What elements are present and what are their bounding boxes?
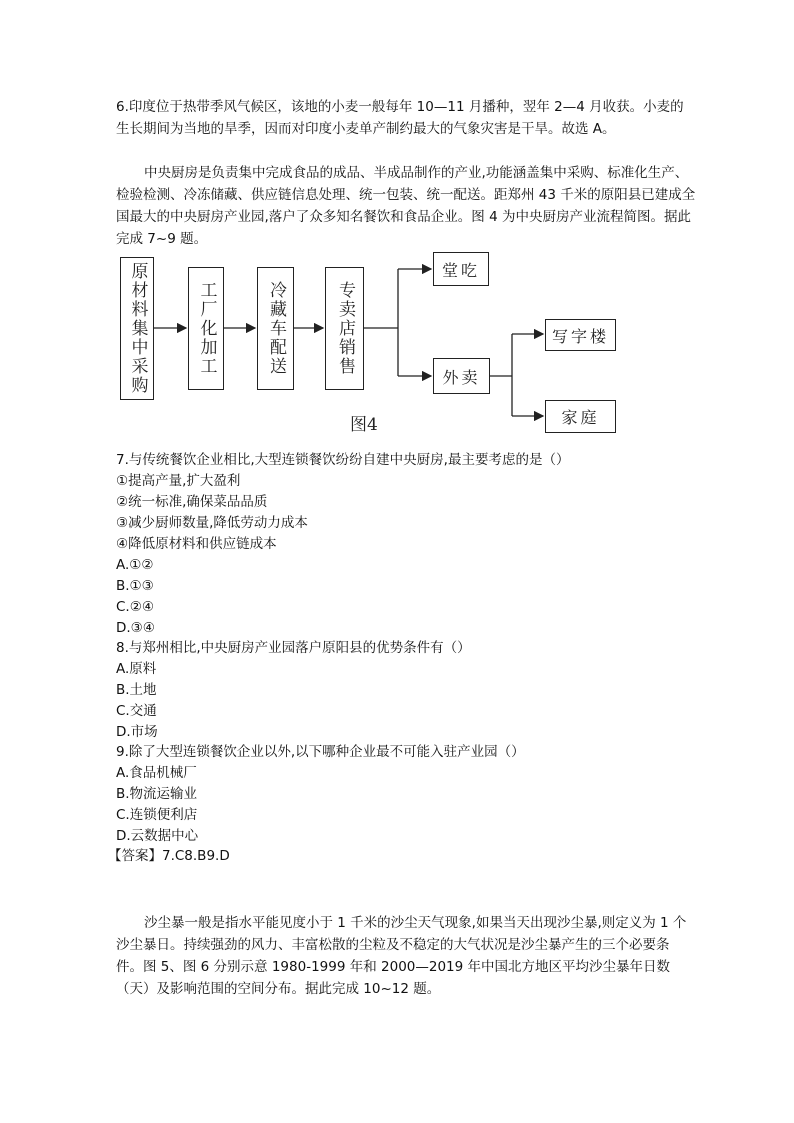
- q9-stem: 9.除了大型连锁餐饮企业以外,以下哪种企业最不可能入驻产业园（）: [116, 744, 525, 760]
- box-cold-chain: 冷藏车配送: [257, 267, 294, 390]
- box-factory: 工厂化加工: [188, 267, 224, 390]
- figure-4-flowchart: [116, 250, 626, 440]
- q9-option-c: C.连锁便利店: [116, 807, 198, 823]
- q9-option-d: D.云数据中心: [116, 828, 199, 844]
- box-home: 家庭: [545, 400, 616, 433]
- answer-key: 【答案】7.C8.B9.D: [108, 848, 230, 864]
- q7-item: ③减少厨师数量,降低劳动力成本: [116, 515, 308, 531]
- q7-stem: 7.与传统餐饮企业相比,大型连锁餐饮纷纷自建中央厨房,最主要考虑的是（）: [116, 452, 570, 468]
- box-dine-in: 堂吃: [433, 252, 489, 286]
- box-raw-materials: 原材料集中采购: [120, 257, 154, 400]
- q7-option-d: D.③④: [116, 620, 155, 636]
- q7-option-a: A.①②: [116, 557, 154, 573]
- q8-option-c: C.交通: [116, 703, 157, 719]
- q6-answer-paragraph: 6.印度位于热带季风气候区，该地的小麦一般每年 10—11 月播种，翌年 2—4 月收获。小麦的生长期间为当地的旱季，因而对印度小麦单产制约最大的气象灾害是干旱。故选 A。: [116, 99, 684, 137]
- q8-stem: 8.与郑州相比,中央厨房产业园落户原阳县的优势条件有（）: [116, 640, 471, 656]
- box-takeout: 外卖: [433, 358, 490, 394]
- q8-option-b: B.土地: [116, 682, 157, 698]
- central-kitchen-intro: 中央厨房是负责集中完成食品的成品、半成品制作的产业,功能涵盖集中采购、标准化生产、检验检测、冷冻储藏、供应链信息处理、统一包装、统一配送。距郑州 43 千米的原阳县已建成全国最大的中央厨房产业园,落户了众多知名餐饮和食品企业。图 4 为中央厨房产业流程简图。据此完成 7~9 题。: [116, 165, 696, 247]
- q7-item: ④降低原材料和供应链成本: [116, 536, 277, 552]
- q9-option-b: B.物流运输业: [116, 786, 198, 802]
- sandstorm-intro: 沙尘暴一般是指水平能见度小于 1 千米的沙尘天气现象,如果当天出现沙尘暴,则定义为 1 个沙尘暴日。持续强劲的风力、丰富松散的尘粒及不稳定的大气状况是沙尘暴产生的三个必要条件。图 5、图 6 分别示意 1980-1999 年和 2000—2019 年中国北方地区平均沙尘暴年日数（天）及影响范围的空间分布。据此完成 10~12 题。: [116, 915, 687, 997]
- q7-item: ②统一标准,确保菜品品质: [116, 494, 268, 510]
- box-office-building: 写字楼: [545, 319, 616, 351]
- q7-item: ①提高产量,扩大盈利: [116, 473, 241, 489]
- q8-option-a: A.原料: [116, 661, 157, 677]
- box-store: 专卖店销售: [325, 267, 364, 390]
- q7-option-b: B.①③: [116, 578, 154, 594]
- q9-option-a: A.食品机械厂: [116, 765, 197, 781]
- q7-option-c: C.②④: [116, 599, 154, 615]
- figure-caption: 图4: [350, 415, 378, 435]
- q8-option-d: D.市场: [116, 724, 158, 740]
